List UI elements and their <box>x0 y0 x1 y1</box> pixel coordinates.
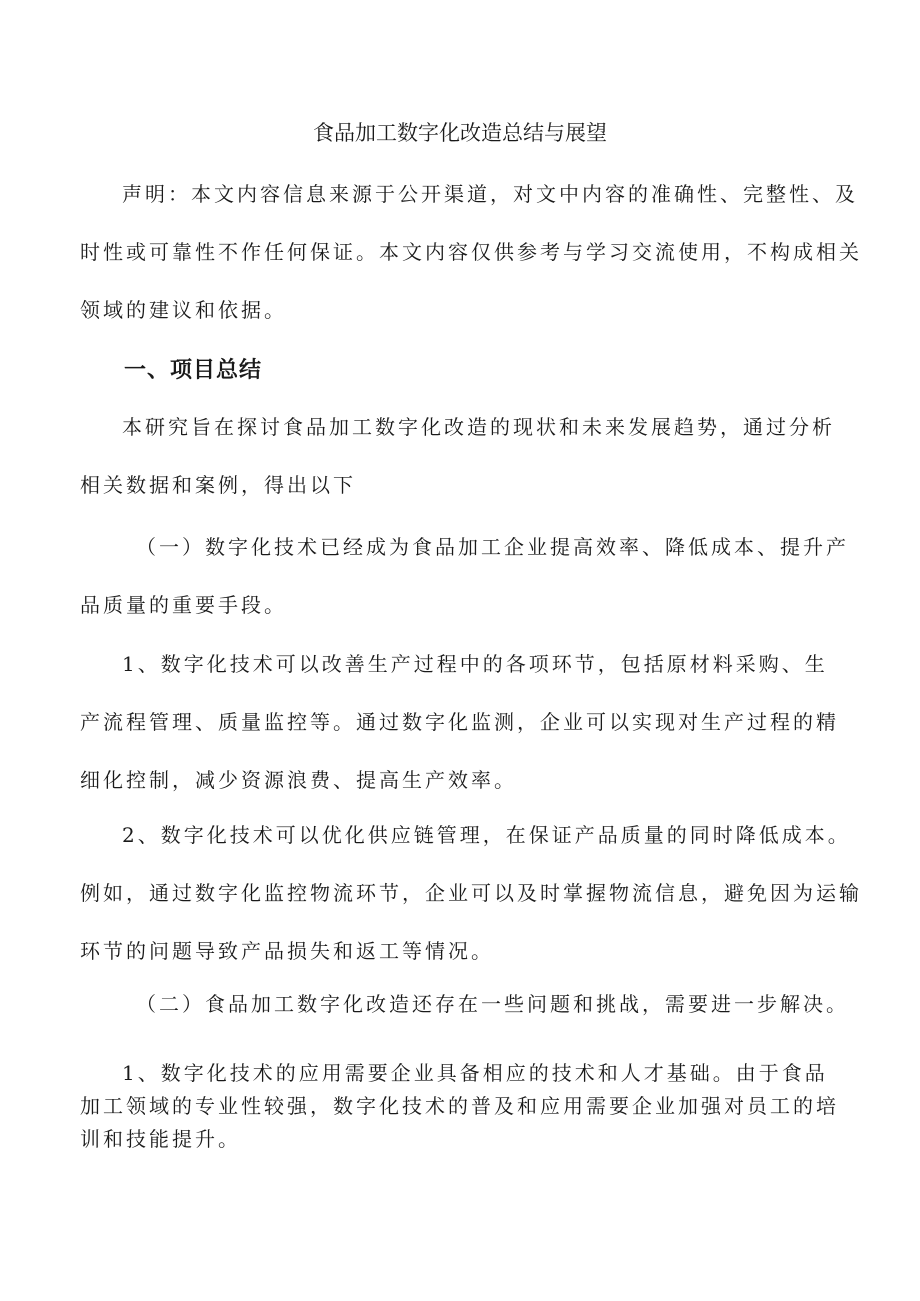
point1-title-paragraph: （一）数字化技术已经成为食品加工企业提高效率、降低成本、提升产品质量的重要手段。 <box>80 535 849 617</box>
section-heading-project-summary: 一、项目总结 <box>124 358 263 383</box>
point1-item1-paragraph: 1、数字化技术可以改善生产过程中的各项环节，包括原材料采购、生产流程管理、质量监控等。通过数字化监测，企业可以实现对生产过程的精细化控制，减少资源浪费、提高生产效率。 <box>80 652 839 792</box>
disclaimer-paragraph: 声明：本文内容信息来源于公开渠道，对文中内容的准确性、完整性、及时性或可靠性不作任何保证。本文内容仅供参考与学习交流使用，不构成相关领域的建议和依据。 <box>80 182 862 322</box>
intro-paragraph: 本研究旨在探讨食品加工数字化改造的现状和未来发展趋势，通过分析相关数据和案例，得出以下 <box>80 415 835 497</box>
point2-title-paragraph: （二）食品加工数字化改造还存在一些问题和挑战，需要进一步解决。 <box>136 992 849 1016</box>
document-title: 食品加工数字化改造总结与展望 <box>313 121 607 145</box>
point1-item2-paragraph: 2、数字化技术可以优化供应链管理，在保证产品质量的同时降低成本。例如，通过数字化监控物流环节，企业可以及时掌握物流信息，避免因为运输环节的问题导致产品损失和返工等情况。 <box>80 823 862 963</box>
point2-item1-paragraph: 1、数字化技术的应用需要企业具备相应的技术和人才基础。由于食品加工领域的专业性较强，数字化技术的普及和应用需要企业加强对员工的培训和技能提升。 <box>80 1061 839 1151</box>
